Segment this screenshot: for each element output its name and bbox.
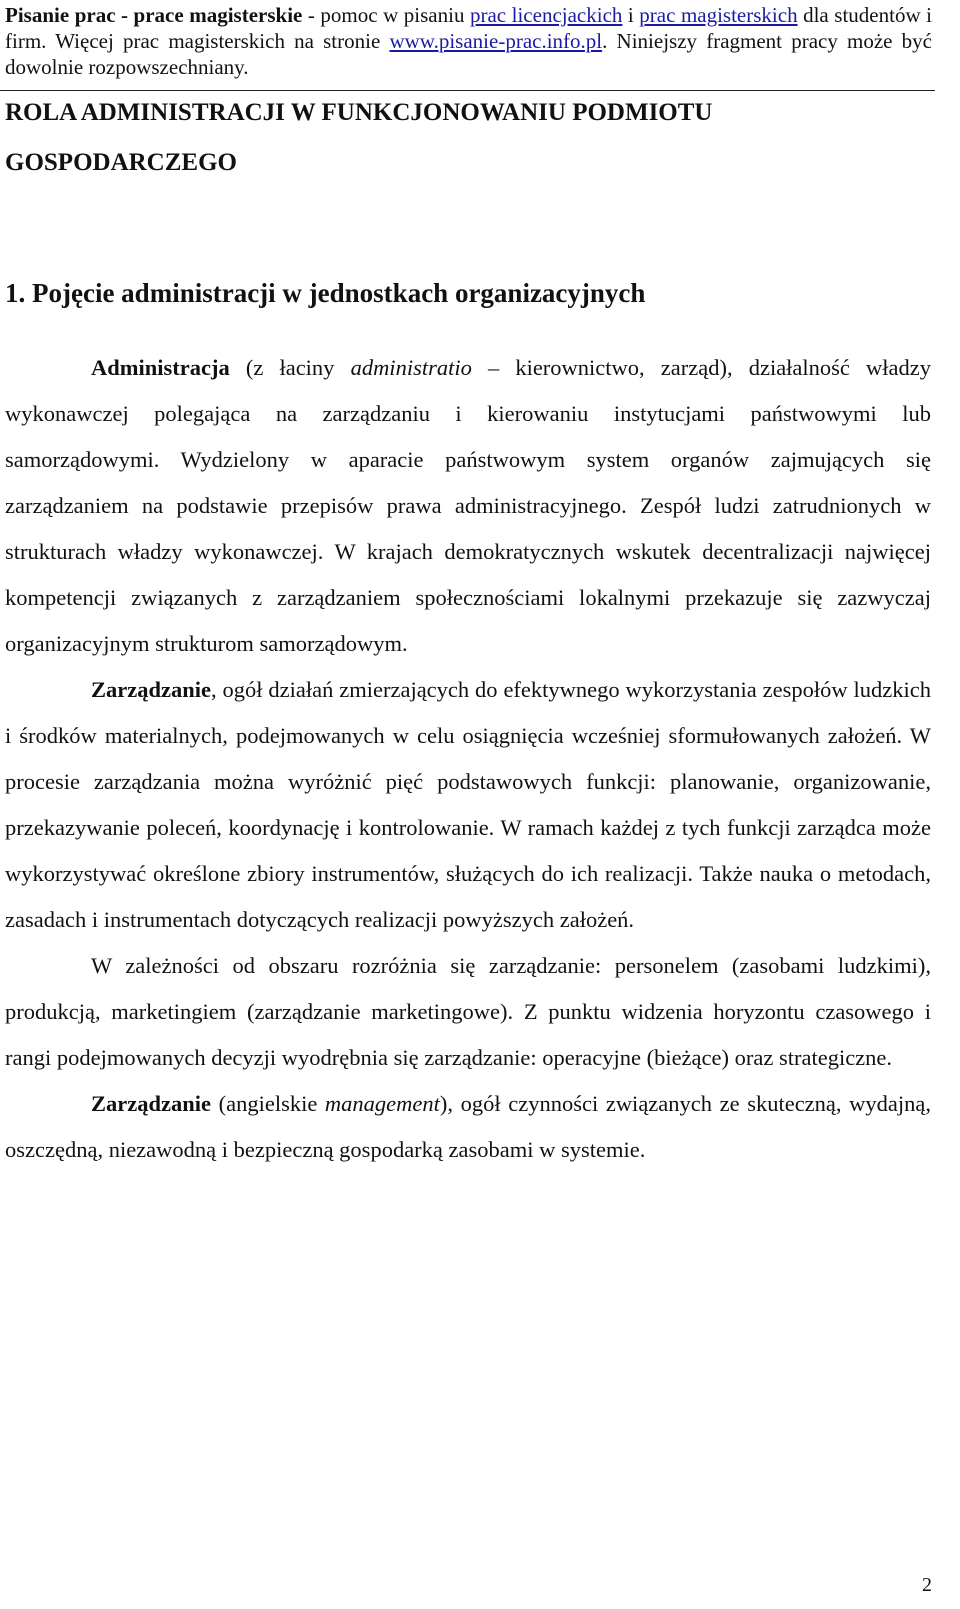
- paragraph-administracja: [5, 345, 931, 667]
- header-text: i: [622, 3, 640, 27]
- body-text: [5, 345, 931, 1173]
- paragraph-text: (angielskie: [210, 1091, 325, 1116]
- term-administracja: Administracja: [91, 355, 230, 380]
- section-heading: 1. Pojęcie administracji w jednostkach organizacyjnych: [5, 278, 646, 308]
- paragraph-text: ), ogół czynności związanych ze skuteczną, wydajną, oszczędną, niezawodną i bezpieczną gospodarką zasobami w systemie.: [5, 1091, 931, 1162]
- paragraph-zarzadzanie: [5, 667, 931, 943]
- header-text: . Niniejszy fragment pracy może być dowolnie rozpowszechniany.: [5, 29, 932, 79]
- header-text: - pomoc w pisaniu: [302, 3, 470, 27]
- link-prac-licencjackich[interactable]: prac licencjackich: [469, 3, 623, 27]
- paragraph-text: – kierownictwo, zarząd), działalność władzy wykonawczej polegająca na zarządzaniu i kierowaniu instytucjami państwowymi lub samorządowymi. Wydzielony w aparacie państwowym system organów zajmujących się zarządzaniem na podstawie przepisów prawa administracyjnego. Zespół ludzi zatrudnionych w strukturach władzy wykonawczej. W krajach demokratycznych wskutek decentralizacji najwięcej kompetencji związanych z zarządzaniem społecznościami lokalnymi przekazuje się zazwyczaj organizacyjnym strukturom samorządowym.: [5, 355, 931, 656]
- link-website[interactable]: www.pisanie-prac.info.pl: [389, 29, 603, 53]
- term-zarzadzanie: Zarządzanie: [91, 677, 211, 702]
- paragraph-obszary: [5, 943, 931, 1081]
- term-zarzadzanie-2: Zarządzanie: [91, 1091, 211, 1116]
- header-text: dla studentów i firm. Więcej prac magisterskich na stronie: [5, 3, 932, 53]
- page-header: [5, 2, 932, 80]
- latin-term: administratio: [350, 355, 472, 380]
- english-term: management: [324, 1091, 440, 1116]
- site-name: Pisanie prac - prace magisterskie: [5, 3, 303, 27]
- paragraph-text: , ogół działań zmierzających do efektywnego wykorzystania zespołów ludzkich i środków materialnych, podejmowanych w celu osiągnięcia wcześniej sformułowanych założeń. W procesie zarządzania można wyróżnić pięć podstawowych funkcji: planowanie, organizowanie, przekazywanie poleceń, koordynację i kontrolowanie. W ramach każdej z tych funkcji zarządca może wykorzystywać określone zbiory instrumentów, służących do ich realizacji. Także nauka o metodach, zasadach i instrumentach dotyczących realizacji powyższych założeń.: [5, 677, 931, 932]
- paragraph-text: (z łaciny: [229, 355, 351, 380]
- page-number: 2: [922, 1574, 932, 1596]
- paragraph-management: [5, 1081, 931, 1173]
- paragraph-text: W zależności od obszaru rozróżnia się zarządzanie: personelem (zasobami ludzkimi), produkcją, marketingiem (zarządzanie marketingowe). Z punktu widzenia horyzontu czasowego i rangi podejmowanych decyzji wyodrębnia się zarządzanie: operacyjne (bieżące) oraz strategiczne.: [5, 953, 931, 1070]
- document-title: ROLA ADMINISTRACJI W FUNKCJONOWANIU PODMIOTU GOSPODARCZEGO: [5, 99, 713, 176]
- link-prac-magisterskich[interactable]: prac magisterskich: [639, 3, 798, 27]
